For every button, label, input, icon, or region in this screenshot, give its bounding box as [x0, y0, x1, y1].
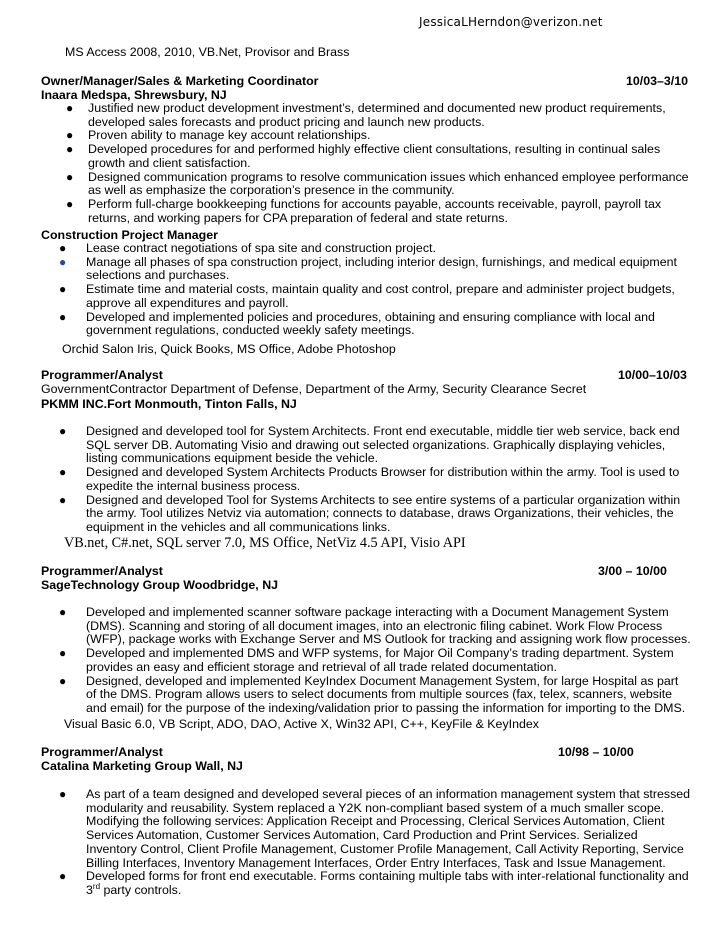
job-bullets	[41, 788, 691, 898]
list-item: ● Manage all phases of spa construction project, including interior design, furnishings, and medical equipment selections and purchases.	[59, 254, 677, 283]
job-title: Owner/Manager/Sales & Marketing Coordinator	[41, 74, 319, 88]
list-item: ● Designed communication programs to resolve communication issues which enhanced employee performance as well as emphasize the corporation’s presence in the community.	[66, 169, 689, 198]
bullet-icon: ●	[59, 241, 67, 255]
bullet-icon: ●	[59, 646, 67, 661]
bullet-icon: ●	[59, 605, 67, 619]
skills-line: MS Access 2008, 2010, VB.Net, Provisor and Brass	[65, 45, 350, 59]
list-item: ● Justified new product development investment’s, determined and documented new product requirements, developed sales forecasts and product pricing and launch new products.	[66, 101, 666, 129]
bullet-icon: ●	[59, 254, 67, 269]
tools-line: VB.net, C#.net, SQL server 7.0, MS Office, NetViz 4.5 API, Visio API	[64, 535, 466, 551]
company-name: PKMM INC.Fort Monmouth, Tinton Falls, NJ	[41, 397, 297, 411]
company-name: SageTechnology Group Woodbridge, NJ	[41, 578, 279, 592]
bullet-icon: ●	[59, 673, 67, 688]
bullet-icon: ●	[66, 142, 74, 157]
job-bullets	[41, 102, 691, 225]
list-item: ● Developed procedures for and performed highly effective client consultations, resulting in continual sales growth and client satisfaction.	[66, 142, 661, 170]
job-title: Programmer/Analyst	[41, 564, 163, 578]
list-item: ● Perform full-charge bookkeeping functions for accounts payable, accounts receivable, payroll, payroll tax returns, and working papers for CPA preparation of federal and state returns.	[66, 196, 662, 225]
job-dates: 10/03–3/10	[626, 74, 689, 88]
ordinal-superscript: rd	[92, 881, 101, 891]
job-title: Programmer/Analyst	[41, 368, 163, 382]
list-item: ● Proven ability to manage key account relationships.	[66, 128, 371, 143]
list-item: ● As part of a team designed and developed several pieces of an information management system that stressed modularity and reusability. System replaced a Y2K non-compliant based system of a much smaller scope. Modifying the following services: Application Receipt and Processing, Clerical Services Automation, Client Services Automation, Customer Services Automation, Card Production and Print Services. Serialized Inventory Control, Client Profile Management, Customer Profile Management, Call Activity Reporting, Service Billing Interfaces, Inventory Management Interfaces, Order Entry Interfaces, Task and Issue Management.	[59, 787, 691, 870]
bullet-icon: ●	[66, 169, 74, 184]
company-name: Catalina Marketing Group Wall, NJ	[41, 759, 243, 773]
job-dates: 10/00–10/03	[618, 368, 687, 382]
job-title: Programmer/Analyst	[41, 745, 163, 759]
job-bullets	[41, 242, 681, 338]
subsection-title: Construction Project Manager	[41, 228, 218, 242]
tools-line: Visual Basic 6.0, VB Script, ADO, DAO, Active X, Win32 API, C++, KeyFile & KeyIndex	[64, 717, 539, 731]
list-item: ● Developed and implemented DMS and WFP systems, for Major Oil Company’s trading department. System provides an easy and efficient storage and retrieval of all trade related documentation.	[59, 646, 674, 674]
list-item: ● Developed and implemented policies and procedures, obtaining and ensuring compliance with local and government regulations, conducted weekly safety meetings.	[59, 309, 655, 338]
tools-line: Orchid Salon Iris, Quick Books, MS Office, Adobe Photoshop	[62, 342, 396, 356]
bullet-icon: ●	[59, 424, 67, 438]
list-item: ● Designed and developed tool for System Architects. Front end executable, middle tier web service, back end SQL server DB. Automating Visio and drawing out selected organizations. Graphically displaying vehicles, listing communications equipment beside the vehicle.	[59, 424, 680, 466]
job-dates: 3/00 – 10/00	[598, 564, 667, 578]
bullet-icon: ●	[59, 282, 67, 297]
list-item: ● Lease contract negotiations of spa site and construction project.	[59, 241, 436, 255]
list-item: ● Designed and developed System Architects Products Browser for distribution within the army. Tool is used to expedite the internal business process.	[59, 465, 680, 493]
list-item: ● Developed and implemented scanner software package interacting with a Document Management System (DMS). Scanning and storing of all document images, into an electronic filing cabinet. Work Flow Process (WFP), package works with Exchange Server and MS Outlook for tracking and assigning work flow processes.	[59, 605, 691, 647]
list-item: ● Estimate time and material costs, maintain quality and cost control, prepare and administer project budgets, approve all expenditures and payroll.	[59, 282, 675, 310]
list-item: ● Developed forms for front end executable. Forms containing multiple tabs with inter-relational functionality and 3rd party controls.	[59, 869, 689, 897]
bullet-icon: ●	[66, 196, 74, 211]
bullet-icon: ●	[59, 309, 67, 324]
company-name: Inaara Medspa, Shrewsbury, NJ	[41, 88, 227, 102]
bullet-icon: ●	[59, 492, 67, 507]
contractor-line: GovernmentContractor Department of Defense, Department of the Army, Security Clearance Secret	[41, 382, 587, 396]
bullet-icon: ●	[59, 465, 67, 480]
bullet-icon: ●	[59, 787, 67, 801]
bullet-icon: ●	[59, 869, 67, 884]
contact-email: JessicaLHerndon@verizon.net	[419, 15, 603, 29]
job-bullets	[41, 606, 691, 716]
bullet-icon: ●	[66, 128, 74, 143]
list-item: ● Designed, developed and implemented KeyIndex Document Management System, for large Hospital as part of the DMS. Program allows users to select documents from multiple sources (fax, telex, scanners, website and email) for the purpose of the indexing/validation prior to passing the information for importing to the DMS.	[59, 673, 686, 715]
bullet-icon: ●	[66, 101, 74, 115]
list-item: ● Designed and developed Tool for Systems Architects to see entire systems of a particular organization within the army. Tool utilizes Netviz via automation; connects to database, draws Organizations, their vehicles, the equipment in the vehicles and all communications links.	[59, 492, 681, 534]
job-bullets	[41, 425, 691, 535]
job-dates: 10/98 – 10/00	[558, 745, 634, 759]
